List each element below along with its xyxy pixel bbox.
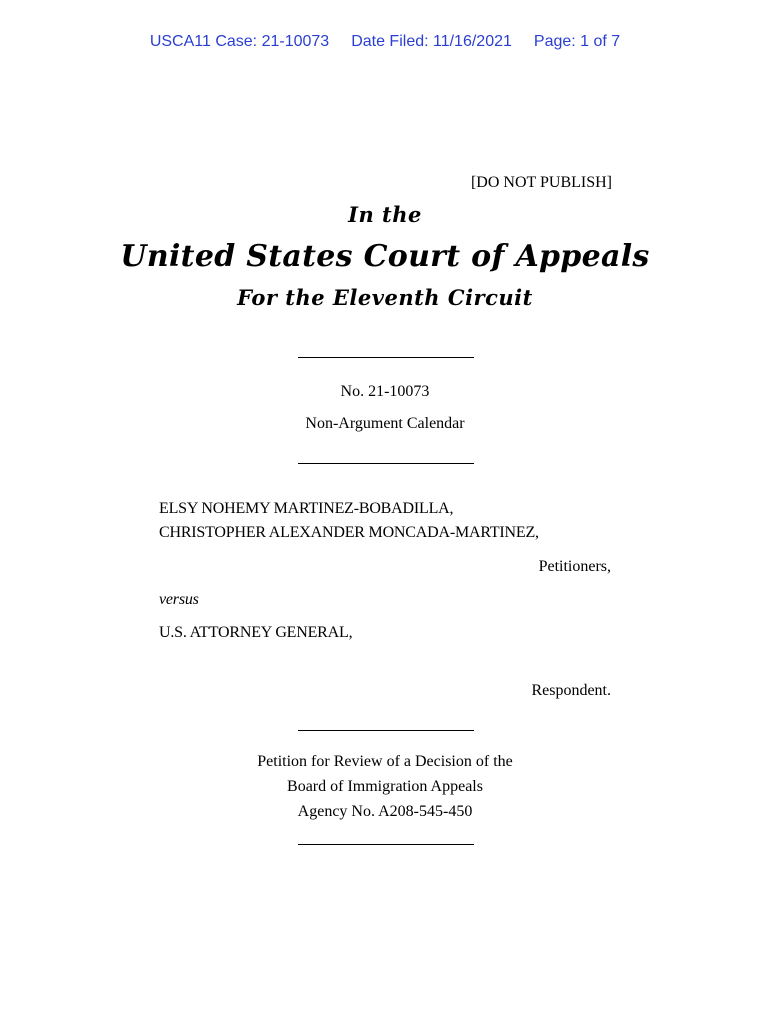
divider-rule	[298, 357, 474, 358]
agency-name: Board of Immigration Appeals	[287, 778, 483, 795]
court-preamble: In the	[348, 202, 422, 227]
petitioners-label: Petitioners,	[538, 558, 611, 575]
divider-rule	[298, 844, 474, 845]
circuit-name: For the Eleventh Circuit	[237, 285, 533, 310]
case-number-stamp: USCA11 Case: 21-10073	[149, 33, 330, 50]
publish-status: [DO NOT PUBLISH]	[470, 174, 612, 191]
divider-rule	[298, 730, 474, 731]
agency-number: Agency No. A208-545-450	[297, 803, 473, 820]
court-name: United States Court of Appeals	[120, 239, 650, 274]
divider-rule	[298, 463, 474, 464]
respondent-label: Respondent.	[531, 682, 611, 699]
filing-stamp-header	[0, 33, 770, 51]
date-filed-stamp: Date Filed: 11/16/2021	[351, 33, 512, 50]
case-number: No. 21-10073	[340, 383, 430, 400]
respondent-name: U.S. ATTORNEY GENERAL,	[159, 624, 353, 641]
calendar-type: Non-Argument Calendar	[305, 415, 465, 432]
page-count-stamp: Page: 1 of 7	[533, 33, 621, 50]
petition-description: Petition for Review of a Decision of the	[257, 753, 513, 770]
petitioner-name: CHRISTOPHER ALEXANDER MONCADA-MARTINEZ,	[159, 524, 539, 541]
petitioner-name: ELSY NOHEMY MARTINEZ-BOBADILLA,	[159, 500, 454, 517]
versus-label: versus	[159, 591, 199, 608]
